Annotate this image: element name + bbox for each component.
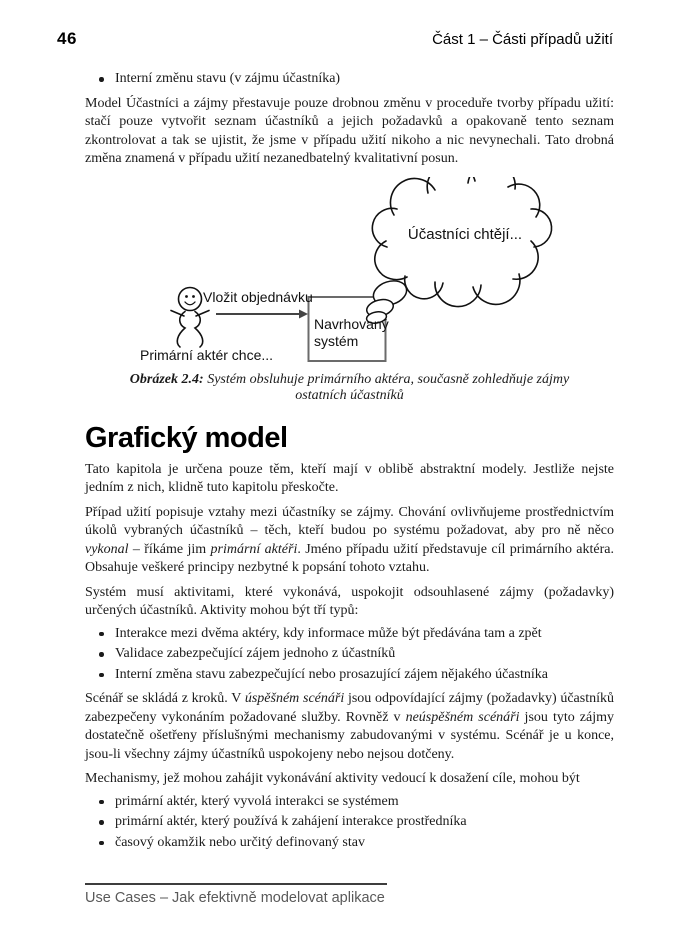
list-item <box>85 834 614 853</box>
paragraph-kapitola: Tato kapitola je určena pouze těm, kteří mají v oblibě abstraktní modely. Jestliže nejste jedním z nich, klidně tuto kapitolu přeskočte. <box>85 461 614 495</box>
running-head: Část 1 – Části případů užití <box>432 31 613 48</box>
page-footer <box>85 883 387 906</box>
list-item-text: primární aktér, který používá k zahájení interakce prostředníka <box>115 814 467 829</box>
list-item-text: Validace zabezpečující zájem jednoho z účastníků <box>115 646 396 661</box>
figure-caption-number: Obrázek 2.4: <box>129 371 204 387</box>
section-heading: Grafický model <box>85 421 288 454</box>
figure-caption-text: Systém obsluhuje primárního aktéra, současně zohledňuje zájmy ostatních účastníků <box>207 371 570 403</box>
paragraph-scenar <box>85 690 614 764</box>
page-number: 46 <box>57 29 77 48</box>
page-header <box>57 29 613 49</box>
list-item-text: časový okamžik nebo určitý definovaný stav <box>115 834 365 850</box>
paragraph-mechanismy: Mechanismy, jež mohou zahájit vykonávání aktivity vedoucí k dosažení cíle, mohou být <box>85 771 580 786</box>
text-run: jsou tyto zájmy dostatečně ošetřeny příslušnými mechanismy zabudovanými v systému. Scénář je u konce, jsou-li všechny zájmy účastníků uspokojeny nebo nejsou dotčeny. <box>85 709 614 762</box>
actor-label: Primární aktér chce... <box>140 346 274 363</box>
list-item-text: Interní změnu stavu (v zájmu účastníka) <box>115 71 341 86</box>
paragraph-model: Model Účastníci a zájmy přestavuje pouze drobnou změnu v proceduře tvorby případu užití: stačí pouze vytvořit seznam účastníků a jejich požadavků a opakovaně tento seznam zkontrolovat a tak se ujistit, že jsme v případu užití nikoho a nic nevynechali. Tato drobná změna znamená v případu užití nezanedbatelný kvalitativní posun. <box>85 95 614 166</box>
footer-rule <box>85 883 387 885</box>
arrow-icon <box>216 309 308 318</box>
emphasis-text: vykonal <box>85 541 129 557</box>
list-item <box>85 813 614 832</box>
system-box-label: Navrhovaný systém <box>314 315 389 349</box>
paragraph-system: Systém musí aktivitami, které vykonává, uspokojit odsouhlasené zájmy (požadavky) určených účastníků. Aktivity mohou být tří typů: <box>85 584 614 618</box>
footer-text: Use Cases – Jak efektivně modelovat aplikace <box>85 890 385 906</box>
text-run: Scénář se skládá z kroků. V <box>85 691 245 706</box>
list-item-text: primární aktér, který vyvolá interakci se systémem <box>115 793 399 809</box>
activities-list <box>85 625 614 685</box>
list-item-text: Interakce mezi dvěma aktéry, kdy informace může být předávána tam a zpět <box>115 625 542 641</box>
cloud-label: Účastníci chtějí... <box>407 225 523 243</box>
list-item <box>85 625 614 644</box>
list-item-text: Interní změna stavu zabezpečující nebo prosazující zájem nějakého účastníka <box>115 666 549 682</box>
text-run: jsou odpovídající zájmy (požadavky) účastníků zabezpečeny vykonáním požadované služby. Rovněž v <box>85 691 614 725</box>
figure-diagram <box>85 177 614 365</box>
list-item <box>85 793 614 812</box>
paragraph-vztahy <box>85 504 614 578</box>
page-content <box>85 68 614 852</box>
list-item <box>85 645 614 664</box>
text-run: – říkáme jim <box>128 541 211 557</box>
emphasis-text: úspěšném scénáři <box>244 691 345 706</box>
text-run: Případ užití popisuje vztahy mezi účastníky se zájmy. Chování ovlivňujeme prostřednictvím úkolů vybraných účastníků – těch, kteří budou po systému požadovat, aby pro ně něco <box>85 504 614 538</box>
arrow-label: Vložit objednávku <box>203 288 313 305</box>
top-bullet-list <box>85 70 614 89</box>
mechanisms-list <box>85 793 614 853</box>
emphasis-text: neúspěšném scénáři <box>405 709 520 725</box>
emphasis-text: primární aktéři <box>210 541 298 557</box>
figure-caption <box>115 372 585 405</box>
list-item <box>85 666 614 685</box>
text-run: . Jméno případu užití představuje cíl primárního aktéra. Obsahuje veškeré principy nezbytné k popsání tohoto vztahu. <box>85 541 615 575</box>
list-item <box>85 70 614 89</box>
